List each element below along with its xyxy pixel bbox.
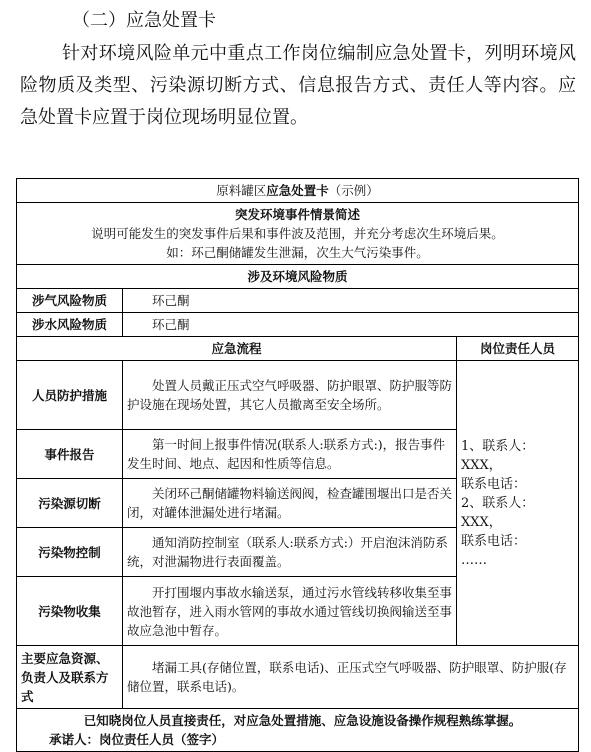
pledge-text: 已知晓岗位人员直接责任，对应急处置措施、应急设施设备操作规程熟练掌握。 — [83, 713, 522, 728]
flow-heading-row — [17, 337, 579, 361]
air-risk-row — [17, 289, 579, 313]
water-risk-row — [17, 313, 579, 337]
step-text: 处置人员戴正压式空气呼吸器、防护眼罩、防护服等防护设施在现场处置，其它人员撤离至安全场所。 — [123, 361, 457, 430]
scenario-heading: 突发环境事件情景简述 — [235, 207, 361, 222]
scenario-description: 说明可能发生的突发事件后果和事件波及范围，并充分考虑次生环境后果。 — [91, 226, 504, 241]
risk-heading-row — [17, 265, 579, 289]
pledge-row — [17, 709, 579, 752]
responsible-heading: 岗位责任人员 — [457, 337, 579, 361]
step-text: 关闭环己酮储罐物料输送阀阀，检查罐围堰出口是否关闭，对罐体泄漏处进行堵漏。 — [123, 479, 457, 528]
responsible-line: …… — [461, 552, 487, 568]
card-title-unit: 原料罐区 — [216, 183, 267, 198]
water-risk-value: 环己酮 — [123, 313, 579, 337]
intro-paragraph: 针对环境风险单元中重点工作岗位编制应急处置卡，列明环境风险物质及类型、污染源切断方式、信息报告方式、责任人等内容。应急处置卡应置于岗位现场明显位置。 — [20, 43, 576, 128]
flow-heading: 应急流程 — [17, 337, 457, 361]
step-label: 事件报告 — [17, 430, 123, 479]
resources-row — [17, 646, 579, 709]
responsible-persons — [457, 361, 579, 646]
signer-line: 承诺人：岗位责任人员（签字） — [49, 732, 225, 747]
responsible-line: 联系电话： — [461, 476, 527, 492]
air-risk-value: 环己酮 — [123, 289, 579, 313]
section-title: （二）应急处置卡 — [72, 10, 216, 31]
step-text: 通知消防控制室（联系人:联系方式:）开启泡沫消防系统，对泄漏物进行表面覆盖。 — [123, 528, 457, 577]
responsible-line: 联系电话： — [461, 533, 527, 549]
air-risk-label: 涉气风险物质 — [17, 289, 123, 313]
card-title-note: （示例） — [328, 183, 379, 198]
step-text: 开打围堰内事故水输送泵，通过污水管线转移收集至事故池暂存，进入雨水管网的事故水通过管线切换阀输送至事故应急池中暂存。 — [123, 577, 457, 646]
water-risk-label: 涉水风险物质 — [17, 313, 123, 337]
step-label: 污染源切断 — [17, 479, 123, 528]
responsible-line: 2、联系人：XXX， — [461, 495, 535, 530]
resources-label: 主要应急资源、负责人及联系方式 — [17, 646, 123, 709]
step-label: 人员防护措施 — [17, 361, 123, 430]
step-label: 污染物控制 — [17, 528, 123, 577]
scenario-row — [17, 203, 579, 265]
emergency-card-table — [16, 178, 579, 752]
step-row — [17, 361, 579, 430]
responsible-line: 1、联系人：XXX， — [461, 438, 535, 473]
resources-text: 堵漏工具(存储位置，联系电话)、正压式空气呼吸器、防护眼罩、防护服(存储位置，联系电话)。 — [123, 646, 579, 709]
card-title-main: 应急处置卡 — [266, 183, 329, 198]
scenario-example: 如：环己酮储罐发生泄漏，次生大气污染事件。 — [166, 245, 429, 260]
card-title-row — [17, 179, 579, 203]
step-label: 污染物收集 — [17, 577, 123, 646]
risk-heading: 涉及环境风险物质 — [17, 265, 579, 289]
step-text: 第一时间上报事件情况(联系人:联系方式:)，报告事件发生时间、地点、起因和性质等信息。 — [123, 430, 457, 479]
